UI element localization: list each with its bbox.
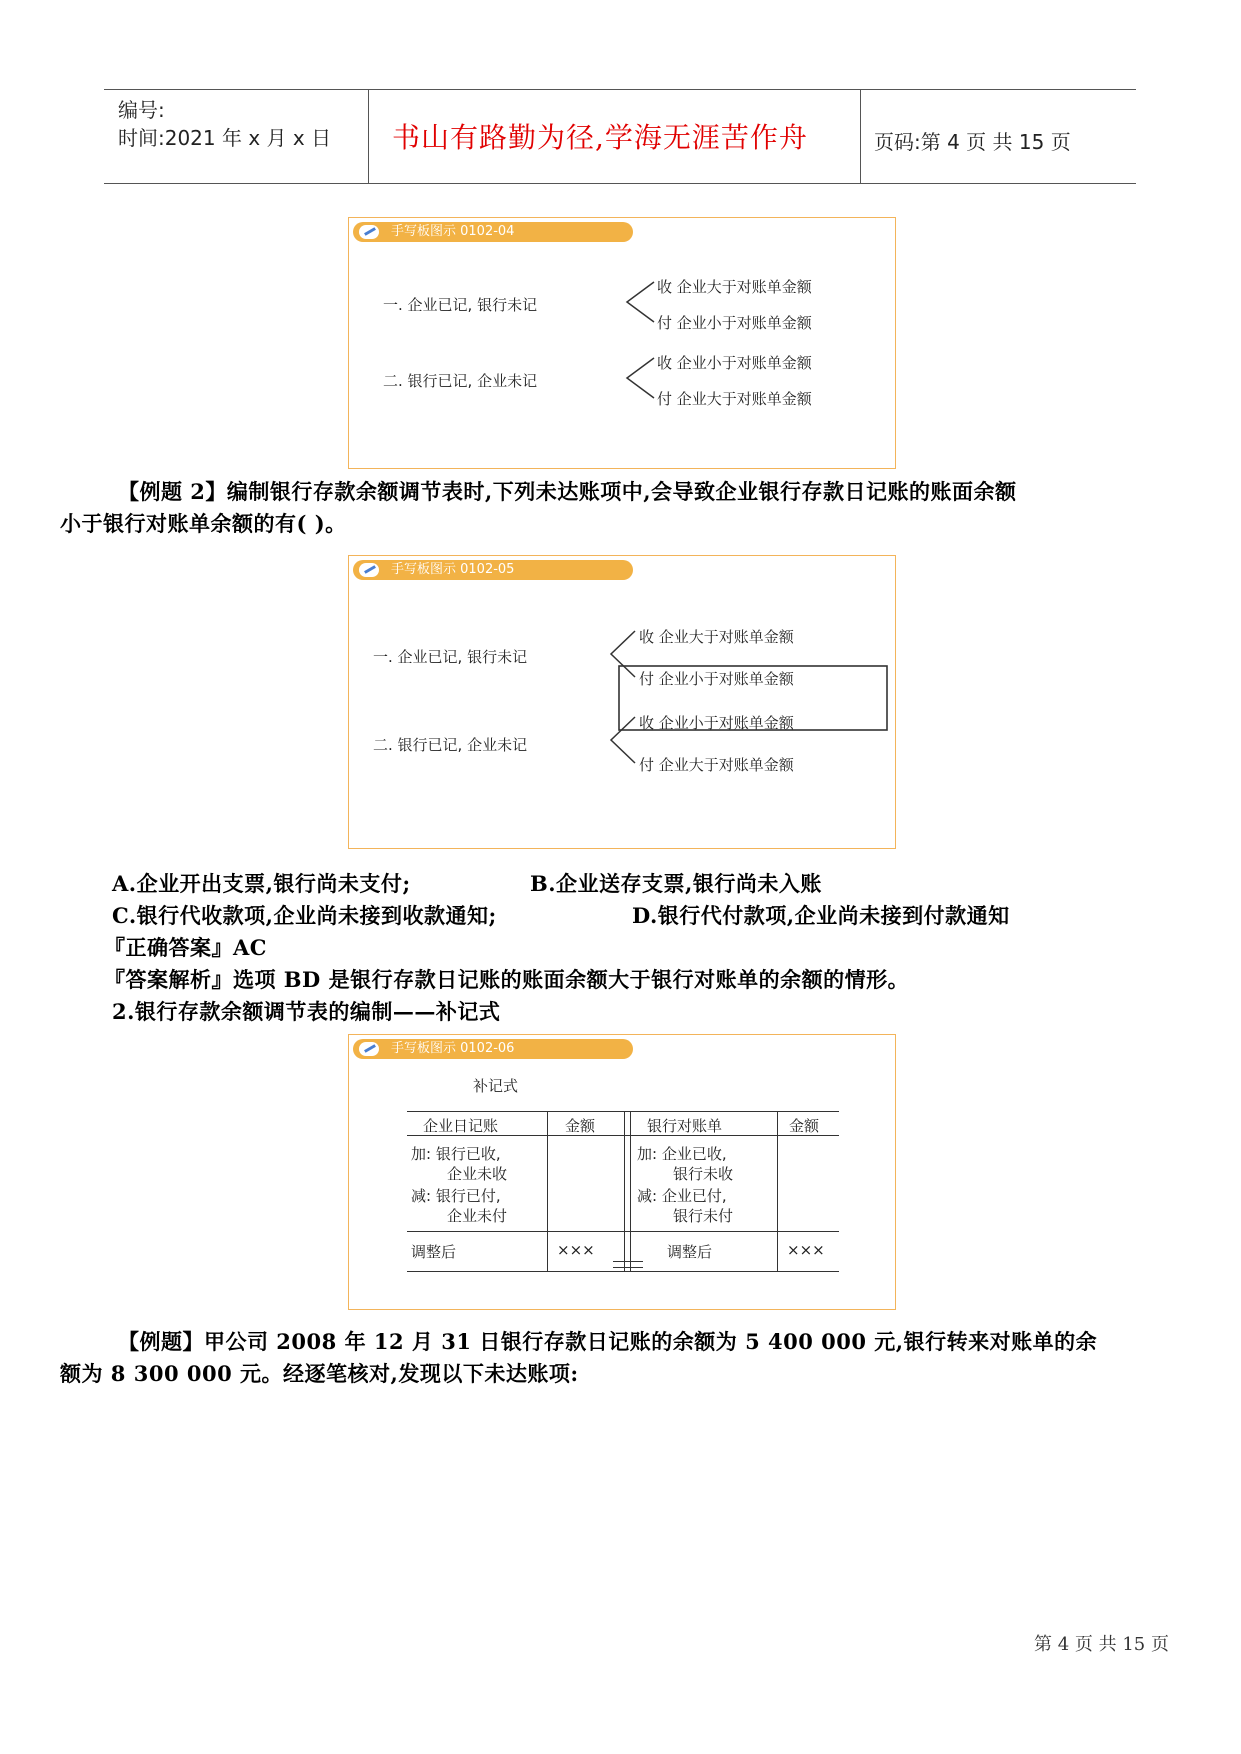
option-c: C.银行代收款项,企业尚未接到收款通知; [112, 903, 497, 928]
left-adjusted-amount: ××× [557, 1241, 595, 1259]
handwriting-board-figure-1 [348, 217, 896, 469]
left-sub-line1: 减: 银行已付, [411, 1187, 501, 1205]
figure-brackets-highlight [349, 556, 895, 848]
figure-row1-pay: 付 企业小于对账单金额 [657, 314, 812, 332]
col-bank-statement: 银行对账单 [647, 1117, 723, 1135]
right-add-line2: 银行未收 [673, 1165, 734, 1183]
example2-question-line1: 【例题 2】编制银行存款余额调节表时,下列未达账项中,会导致企业银行存款日记账的账面余额 [118, 479, 1017, 504]
table-rule [547, 1111, 548, 1271]
left-sub-line2: 企业未付 [447, 1207, 508, 1225]
right-sub-line2: 银行未付 [673, 1207, 734, 1225]
header-number-label: 编号: [118, 98, 165, 122]
table-rule [407, 1231, 839, 1232]
left-add-line2: 企业未收 [447, 1165, 508, 1183]
left-adjusted-label: 调整后 [411, 1243, 457, 1261]
handwriting-board-figure-3 [348, 1034, 896, 1310]
option-a: A.企业开出支票,银行尚未支付; [112, 871, 411, 896]
option-d: D.银行代付款项,企业尚未接到付款通知 [632, 903, 1010, 928]
equals-mark [613, 1261, 643, 1262]
figure-row2-pay: 付 企业大于对账单金额 [639, 756, 794, 774]
figure-row2-label: 二. 银行已记, 企业未记 [373, 736, 528, 754]
equals-mark [613, 1267, 643, 1268]
header-motto: 书山有路勤为径,学海无涯苦作舟 [392, 121, 808, 154]
figure-tag-label: 手写板图示 0102-06 [391, 1041, 515, 1056]
figure-brackets [349, 218, 895, 468]
col-enterprise-journal: 企业日记账 [423, 1117, 499, 1135]
figure-row1-receive: 收 企业大于对账单金额 [639, 628, 794, 646]
figure-row1-pay: 付 企业小于对账单金额 [639, 670, 794, 688]
table-rule [624, 1111, 625, 1271]
header-divider-left [368, 90, 369, 184]
section-heading: 2.银行存款余额调节表的编制——补记式 [112, 999, 501, 1024]
table-rule [407, 1111, 839, 1112]
right-sub-line1: 减: 企业已付, [637, 1187, 727, 1205]
example2-question-line2: 小于银行对账单余额的有( )。 [60, 511, 347, 536]
col-amount-left: 金额 [565, 1117, 596, 1135]
figure-tag-label: 手写板图示 0102-05 [391, 562, 515, 577]
handwriting-board-figure-2 [348, 555, 896, 849]
table-rule [777, 1111, 778, 1271]
figure-tag [353, 1039, 633, 1059]
right-add-line1: 加: 企业已收, [637, 1145, 727, 1163]
figure-row2-receive: 收 企业小于对账单金额 [639, 714, 794, 732]
figure-row2-label: 二. 银行已记, 企业未记 [383, 372, 538, 390]
page-footer: 第 4 页 共 15 页 [1034, 1634, 1169, 1655]
figure-tag-label: 手写板图示 0102-04 [391, 224, 515, 239]
reconciliation-title: 补记式 [473, 1077, 519, 1095]
pen-icon [359, 1042, 379, 1056]
example-question-line1: 【例题】甲公司 2008 年 12 月 31 日银行存款日记账的余额为 5 400 000 元,银行转来对账单的余 [118, 1329, 1098, 1354]
table-rule [407, 1271, 839, 1272]
figure-row1-label: 一. 企业已记, 银行未记 [373, 648, 528, 666]
figure-row2-receive: 收 企业小于对账单金额 [657, 354, 812, 372]
figure-row1-receive: 收 企业大于对账单金额 [657, 278, 812, 296]
right-adjusted-amount: ××× [787, 1241, 825, 1259]
answer-analysis: 『答案解析』选项 BD 是银行存款日记账的账面余额大于银行对账单的余额的情形。 [104, 967, 910, 992]
left-add-line1: 加: 银行已收, [411, 1145, 501, 1163]
right-adjusted-label: 调整后 [667, 1243, 713, 1261]
col-amount-right: 金额 [789, 1117, 820, 1135]
correct-answer: 『正确答案』AC [104, 935, 268, 960]
option-b: B.企业送存支票,银行尚未入账 [530, 871, 822, 896]
figure-row1-label: 一. 企业已记, 银行未记 [383, 296, 538, 314]
table-rule [630, 1111, 631, 1271]
header-time-label: 时间:2021 年 x 月 x 日 [118, 126, 332, 150]
header-divider-right [860, 90, 861, 184]
header-page-info: 页码:第 4 页 共 15 页 [874, 130, 1071, 154]
header-top-rule [104, 89, 1136, 90]
example-question-line2: 额为 8 300 000 元。经逐笔核对,发现以下未达账项: [60, 1361, 579, 1386]
figure-row2-pay: 付 企业大于对账单金额 [657, 390, 812, 408]
header-bottom-rule [104, 183, 1136, 184]
